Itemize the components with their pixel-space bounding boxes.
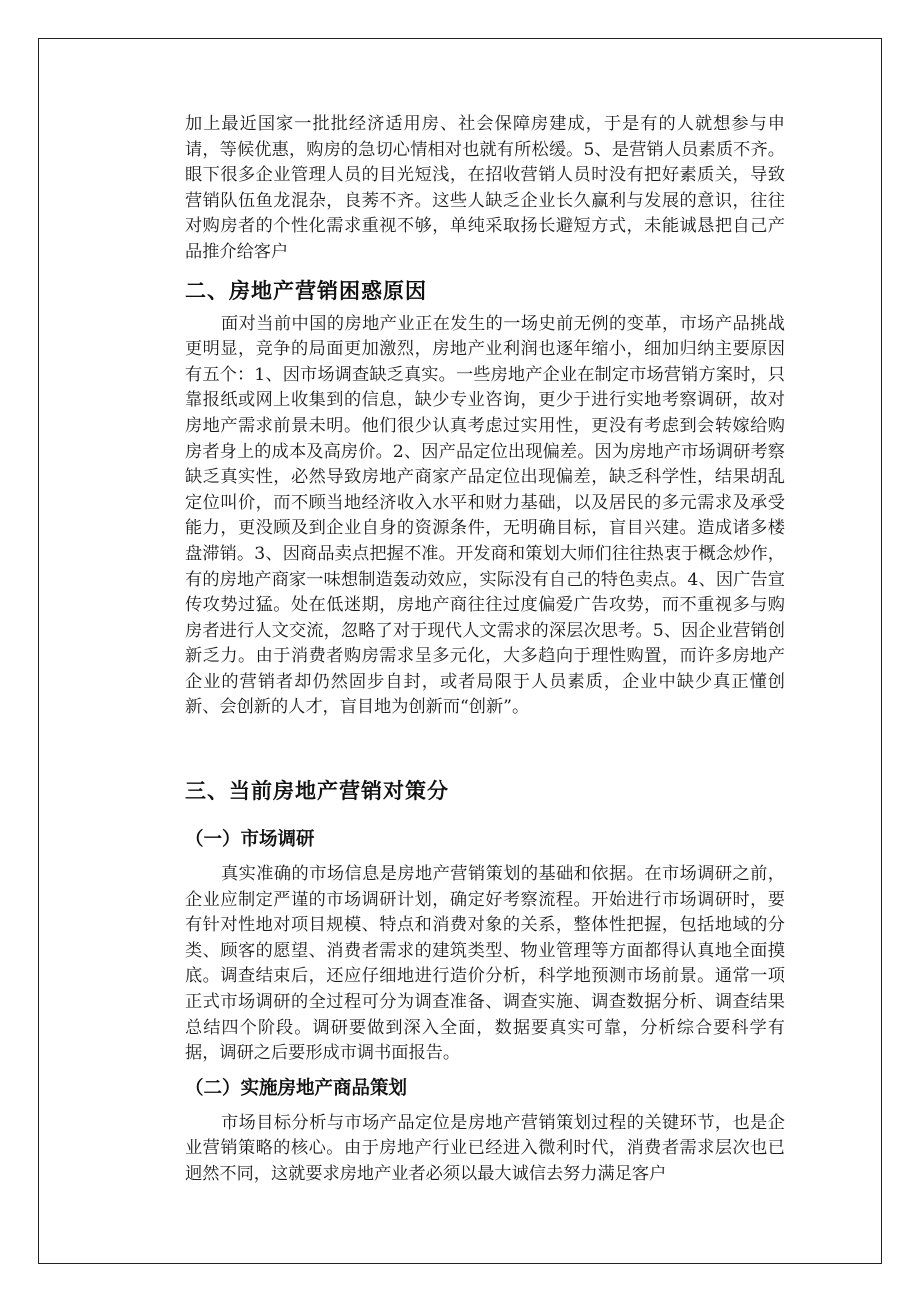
- section-2-paragraph: 面对当前中国的房地产业正在发生的一场史前无例的变革，市场产品挑战更明显，竞争的局面更加激烈，房地产业利润也逐年缩小，细加归纳主要原因有五个：1、因市场调查缺乏真实。一些房地产企业在制定市场营销方案时，只靠报纸或网上收集到的信息，缺少专业咨询，更少于进行实地考察调研，故对房地产需求前景未明。他们很少认真考虑过实用性，更没有考虑到会转嫁给购房者身上的成本及高房价。2、因产品定位出现偏差。因为房地产市场调研考察缺乏真实性，必然导致房地产商家产品定位出现偏差，缺乏科学性，结果胡乱定位叫价，而不顾当地经济收入水平和财力基础，以及居民的多元需求及承受能力，更没顾及到企业自身的资源条件，无明确目标，盲目兴建。造成诸多楼盘滞销。3、因商品卖点把握不准。开发商和策划大师们往往热衷于概念炒作，有的房地产商家一味想制造轰动效应，实际没有自己的特色卖点。4、因广告宣传攻势过猛。处在低迷期，房地产商往往过度偏爱广告攻势，而不重视多与购房者进行人文交流，忽略了对于现代人文需求的深层次思考。5、因企业营销创新乏力。由于消费者购房需求呈多元化，大多趋向于理性购置，而许多房地产企业的营销者却仍然固步自封，或者局限于人员素质，企业中缺少真正懂创新、会创新的人才，盲目地为创新而“创新”。: [185, 313, 785, 718]
- subsection-1-paragraph: 真实准确的市场信息是房地产营销策划的基础和依据。在市场调研之前，企业应制定严谨的市场调研计划，确定好考察流程。开始进行市场调研时，要有针对性地对项目规模、特点和消费对象的关系，整体性把握，包括地域的分类、顾客的愿望、消费者需求的建筑类型、物业管理等方面都得认真地全面摸底。调查结束后，还应仔细地进行造价分析，科学地预测市场前景。通常一项正式市场调研的全过程可分为调查准备、调查实施、调查数据分析、调查结果总结四个阶段。调研要做到深入全面，数据要真实可靠，分析综合要科学有据，调研之后要形成市调书面报告。: [185, 864, 785, 1064]
- subsection-2-heading: （二）实施房地产商品策划: [185, 1077, 408, 1099]
- subsection-1-heading: （一）市场调研: [185, 829, 315, 851]
- subsection-2-paragraph: 市场目标分析与市场产品定位是房地产营销策划过程的关键环节，也是企业营销策略的核心。由于房地产行业已经进入微利时代，消费者需求层次也已迥然不同，这就要求房地产业者必须以最大诚信去努力满足客户: [185, 1112, 785, 1184]
- section-3-heading: 三、当前房地产营销对策分: [185, 779, 449, 804]
- intro-paragraph: 加上最近国家一批批经济适用房、社会保障房建成，于是有的人就想参与申请，等候优惠，购房的急切心情相对也就有所松缓。5、是营销人员素质不齐。眼下很多企业管理人员的目光短浅，在招收营销人员时没有把好素质关，导致营销队伍鱼龙混杂，良莠不齐。这些人缺乏企业长久赢利与发展的意识，往往对购房者的个性化需求重视不够，单纯采取扬长避短方式，未能诚恳把自己产品推介给客户: [185, 114, 785, 262]
- section-2-heading: 二、房地产营销困惑原因: [185, 278, 427, 303]
- document-body: [185, 112, 785, 1188]
